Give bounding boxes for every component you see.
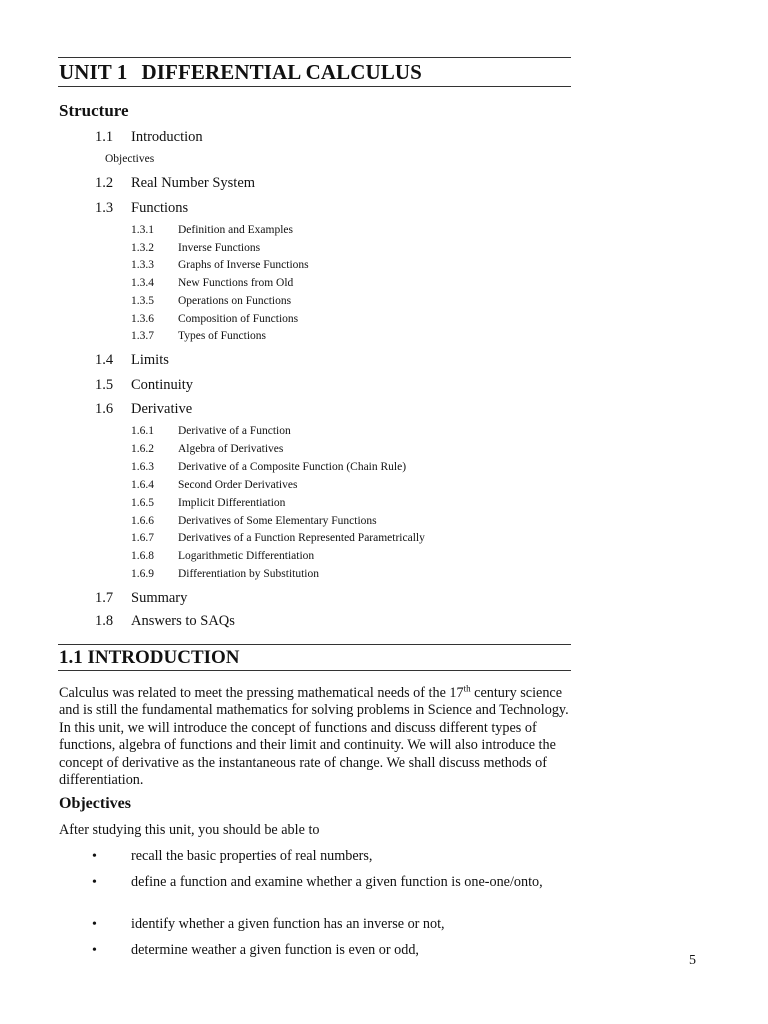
toc-entry-number: 1.7 <box>95 590 114 606</box>
toc-subentry-number: 1.6.1 <box>131 425 154 437</box>
toc-subentry-number: 1.6.5 <box>131 497 154 509</box>
intro-heading-underline <box>58 670 571 671</box>
toc-entry-title: Continuity <box>131 377 194 393</box>
toc-subentry-title: Derivatives of a Function Represented Parametrically <box>178 532 425 544</box>
toc-subentry-number: 1.3.6 <box>131 313 154 325</box>
toc-subentry-number: 1.3.3 <box>131 259 154 271</box>
toc-subentry-title: Graphs of Inverse Functions <box>178 259 309 271</box>
toc-entry-number: 1.8 <box>95 613 114 629</box>
toc-subentry-number: 1.3.4 <box>131 277 154 289</box>
toc-objectives: Objectives <box>105 153 155 165</box>
page-number: 5 <box>689 953 696 968</box>
toc-subentry-title: Differentiation by Substitution <box>178 568 319 580</box>
toc-entry-title: Summary <box>131 590 188 606</box>
toc-entry-number: 1.2 <box>95 175 114 191</box>
toc-subentry-title: Operations on Functions <box>178 295 292 307</box>
toc-subentry-number: 1.6.3 <box>131 461 154 473</box>
toc-subentry-title: New Functions from Old <box>178 277 294 289</box>
toc-subentry-number: 1.6.4 <box>131 479 154 491</box>
toc-subentry-number: 1.6.2 <box>131 443 154 455</box>
toc-subentry-title: Composition of Functions <box>178 313 299 325</box>
objective-text: recall the basic properties of real numbers, <box>131 848 373 864</box>
unit-heading-underline <box>58 86 571 87</box>
toc-subentry-title: Second Order Derivatives <box>178 479 298 491</box>
toc-entry-title: Answers to SAQs <box>131 613 235 629</box>
intro-text-start: Calculus was related to meet the pressing mathematical needs of the 17 <box>59 685 464 701</box>
toc-subentry-title: Derivative of a Function <box>178 425 291 437</box>
toc-subentry-title: Derivative of a Composite Function (Chain Rule) <box>178 461 407 473</box>
toc-subentry-number: 1.6.8 <box>131 550 154 562</box>
objective-text: define a function and examine whether a given function is one-one/onto, <box>131 874 543 890</box>
unit-title: DIFFERENTIAL CALCULUS <box>141 60 422 84</box>
objectives-heading: Objectives <box>59 795 131 812</box>
toc-entry-title: Limits <box>131 352 169 368</box>
toc-entry-title: Introduction <box>131 129 203 145</box>
unit-heading <box>59 60 422 85</box>
toc-entry-title: Derivative <box>131 401 193 417</box>
bullet-icon: • <box>92 849 97 864</box>
intro-top-rule <box>58 644 571 645</box>
intro-paragraph <box>59 685 571 789</box>
intro-text-rest: century science and is still the fundamental mathematics for solving problems in Science and Technology. In this unit, we will introduce the concept of functions and discuss different types of functions, algebra of functions and their limit and continuity. We will also introduce the concept of derivative as the instantaneous rate of change. We shall discuss methods of differentiation. <box>59 685 569 789</box>
toc-subentry-title: Definition and Examples <box>178 224 293 236</box>
toc-entry-title: Functions <box>131 200 189 216</box>
objective-text: identify whether a given function has an inverse or not, <box>131 916 445 932</box>
toc-entry-number: 1.4 <box>95 352 114 368</box>
toc-entry-number: 1.3 <box>95 200 114 216</box>
toc-subentry-title: Logarithmetic Differentiation <box>178 550 315 562</box>
toc-subentry-number: 1.3.7 <box>131 330 154 342</box>
top-rule <box>58 57 571 58</box>
toc-subentry-number: 1.6.7 <box>131 532 154 544</box>
toc-subentry-title: Derivatives of Some Elementary Functions <box>178 515 377 527</box>
toc-entry-number: 1.5 <box>95 377 114 393</box>
toc-subentry-title: Algebra of Derivatives <box>178 443 284 455</box>
toc-subentry-number: 1.6.6 <box>131 515 154 527</box>
bullet-icon: • <box>92 917 97 932</box>
bullet-icon: • <box>92 875 97 890</box>
toc-subentry-number: 1.6.9 <box>131 568 154 580</box>
toc-subentry-title: Inverse Functions <box>178 242 261 254</box>
intro-heading: 1.1 INTRODUCTION <box>59 647 240 668</box>
objective-text: determine weather a given function is even or odd, <box>131 942 419 958</box>
toc-subentry-number: 1.3.2 <box>131 242 154 254</box>
unit-number: UNIT 1 <box>59 60 128 84</box>
toc-subentry-title: Types of Functions <box>178 330 266 342</box>
intro-superscript: th <box>463 683 471 694</box>
objectives-lead: After studying this unit, you should be able to <box>59 822 320 838</box>
toc-entry-number: 1.6 <box>95 401 114 417</box>
toc-subentry-number: 1.3.5 <box>131 295 154 307</box>
toc-entry-number: 1.1 <box>95 129 114 145</box>
structure-title: Structure <box>59 101 129 120</box>
toc-subentry-number: 1.3.1 <box>131 224 154 236</box>
toc-subentry-title: Implicit Differentiation <box>178 497 286 509</box>
toc-entry-title: Real Number System <box>131 175 256 191</box>
bullet-icon: • <box>92 943 97 958</box>
